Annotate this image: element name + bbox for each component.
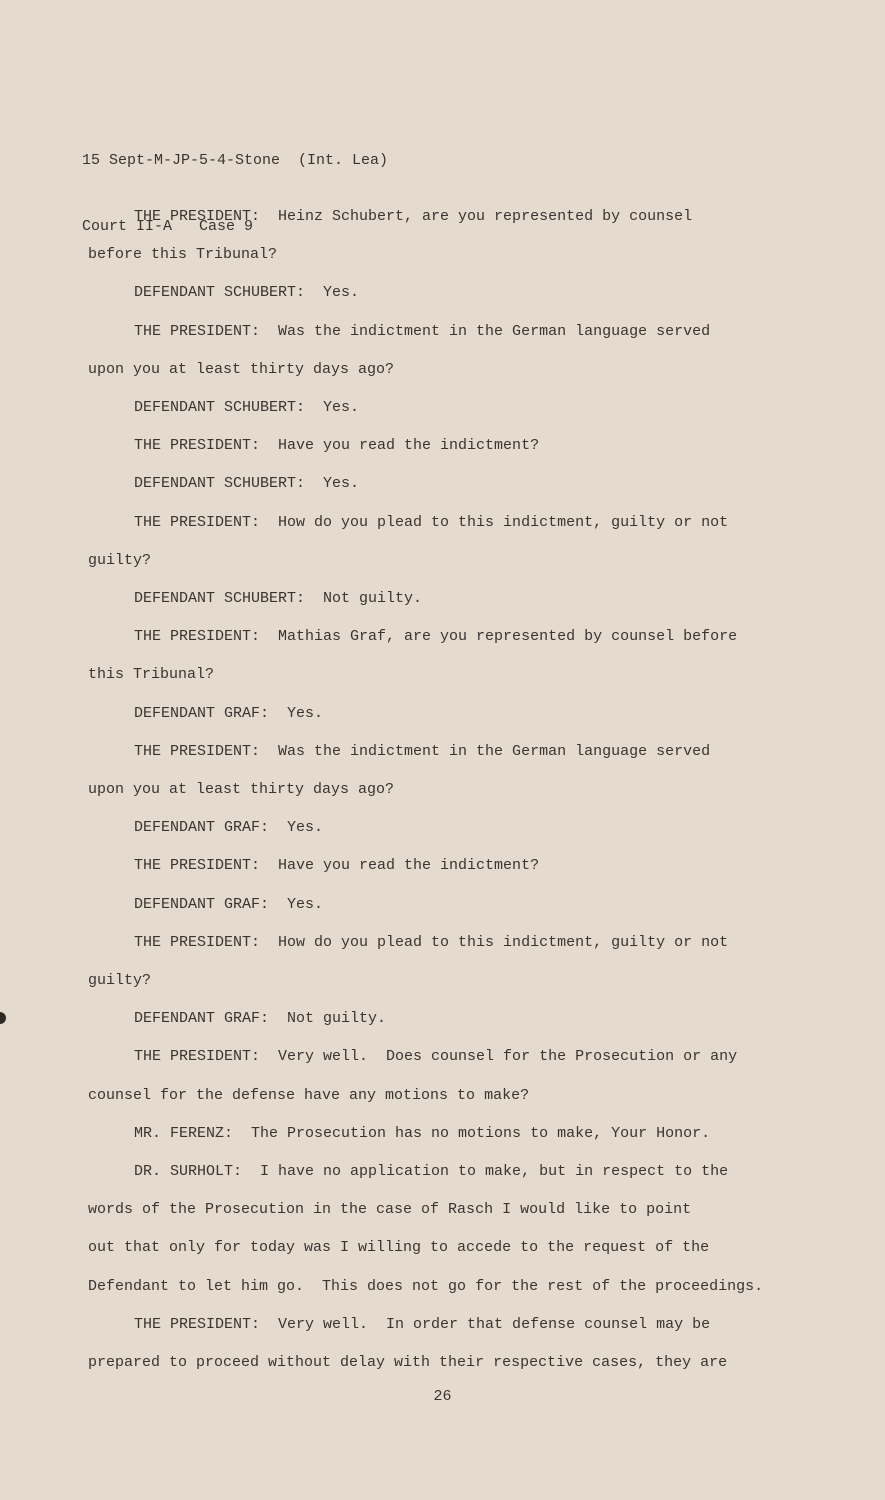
transcript-line: THE PRESIDENT: How do you plead to this indictment, guilty or not <box>134 513 729 531</box>
transcript-line: THE PRESIDENT: Mathias Graf, are you represented by counsel before <box>134 628 738 646</box>
transcript-line: THE PRESIDENT: Was the indictment in the German language served <box>134 742 711 760</box>
transcript-line: DR. SURHOLT: I have no application to make, but in respect to the <box>134 1163 729 1181</box>
transcript-line: words of the Prosecution in the case of Rasch I would like to point <box>88 1201 692 1219</box>
transcript-line: DEFENDANT GRAF: Yes. <box>134 895 324 913</box>
transcript-line: DEFENDANT GRAF: Yes. <box>134 704 324 722</box>
transcript-line: out that only for today was I willing to accede to the request of the <box>88 1239 710 1257</box>
transcript-line: prepared to proceed without delay with their respective cases, they are <box>88 1354 728 1372</box>
transcript-line: DEFENDANT SCHUBERT: Yes. <box>134 475 360 493</box>
transcript-line: THE PRESIDENT: Very well. Does counsel for the Prosecution or any <box>134 1048 738 1066</box>
transcript-line: THE PRESIDENT: Very well. In order that defense counsel may be <box>134 1315 711 1333</box>
transcript-line: MR. FERENZ: The Prosecution has no motions to make, Your Honor. <box>134 1124 711 1142</box>
transcript-line: THE PRESIDENT: Have you read the indictment? <box>134 437 540 455</box>
transcript-line: DEFENDANT SCHUBERT: Not guilty. <box>134 590 423 608</box>
transcript-line: counsel for the defense have any motions to make? <box>88 1086 530 1104</box>
transcript-body <box>88 198 818 1382</box>
transcript-line: upon you at least thirty days ago? <box>88 781 395 799</box>
transcript-line: upon you at least thirty days ago? <box>88 360 395 378</box>
transcript-line: DEFENDANT GRAF: Not guilty. <box>134 1010 387 1028</box>
transcript-line: THE PRESIDENT: Have you read the indictment? <box>134 857 540 875</box>
transcript-line: before this Tribunal? <box>88 246 278 264</box>
transcript-line: THE PRESIDENT: How do you plead to this indictment, guilty or not <box>134 933 729 951</box>
transcript-line: DEFENDANT SCHUBERT: Yes. <box>134 399 360 417</box>
transcript-line: Defendant to let him go. This does not go for the rest of the proceedings. <box>88 1277 764 1295</box>
transcript-line: guilty? <box>88 551 152 569</box>
binding-hole-mark <box>0 1012 6 1024</box>
transcript-line: THE PRESIDENT: Heinz Schubert, are you represented by counsel <box>134 208 693 225</box>
transcript-line: THE PRESIDENT: Was the indictment in the German language served <box>134 322 711 340</box>
header-reference: 15 Sept-M-JP-5-4-Stone (Int. Lea) <box>82 152 389 169</box>
transcript-line: guilty? <box>88 972 152 990</box>
page-number: 26 <box>433 1388 452 1405</box>
transcript-line: this Tribunal? <box>88 666 215 684</box>
header-court-case: Court II-A Case 9 <box>82 218 254 235</box>
transcript-line: DEFENDANT GRAF: Yes. <box>134 819 324 837</box>
transcript-line: DEFENDANT SCHUBERT: Yes. <box>134 284 360 302</box>
